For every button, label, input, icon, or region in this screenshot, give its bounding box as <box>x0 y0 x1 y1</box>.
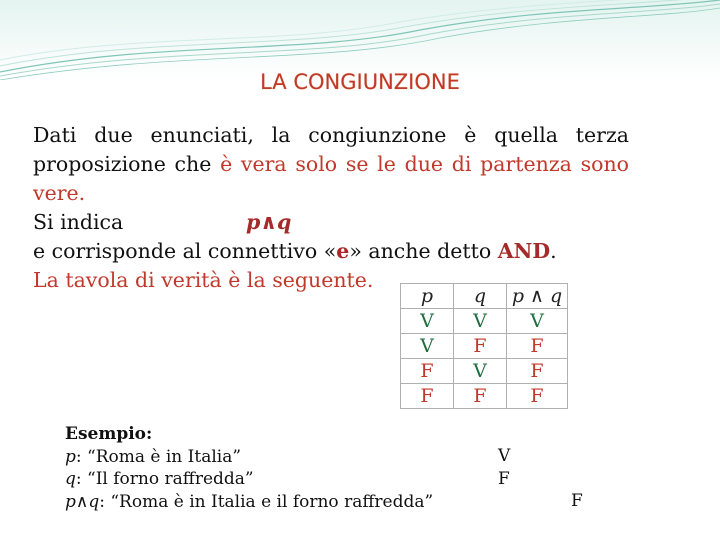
example-p-text: : “Roma è in Italia” <box>75 446 242 467</box>
notation-label: Si indica <box>33 210 124 234</box>
example-pq-label: p∧q <box>65 491 100 512</box>
example-q-line <box>65 468 433 491</box>
example-p-label: p <box>65 446 76 467</box>
definition-paragraph <box>33 121 629 295</box>
paragraph-line-3: vere. <box>33 181 86 205</box>
paragraph-line-5 <box>33 237 629 266</box>
paragraph-line-4 <box>33 208 629 237</box>
decorative-wave-header <box>0 0 720 80</box>
table-row <box>401 384 568 409</box>
table-row <box>401 309 568 334</box>
connective-and: AND <box>497 239 551 263</box>
header-q: q <box>454 284 507 309</box>
paragraph-text: proposizione che <box>33 152 221 176</box>
connective-text: e corrisponde al connettivo « <box>33 239 337 263</box>
example-q-value: F <box>498 469 510 489</box>
truth-table <box>400 283 568 409</box>
table-cell: F <box>401 384 454 409</box>
table-cell: F <box>401 359 454 384</box>
table-cell: F <box>507 384 568 409</box>
example-p-line <box>65 446 433 469</box>
example-block <box>65 423 433 513</box>
header-p-and-q: p ∧ q <box>507 284 568 309</box>
example-heading: Esempio: <box>65 424 153 444</box>
table-cell: F <box>507 359 568 384</box>
connective-text-2: » anche detto <box>349 239 498 263</box>
table-cell: V <box>454 359 507 384</box>
table-cell: F <box>454 334 507 359</box>
example-pq-text: : “Roma è in Italia e il forno raffredda” <box>99 491 434 512</box>
paragraph-line-6: La tavola di verità è la seguente. <box>33 268 374 292</box>
highlighted-definition: è vera solo se le due di partenza sono <box>220 152 629 176</box>
table-cell: V <box>401 309 454 334</box>
example-pq-value: F <box>571 491 583 511</box>
table-cell: V <box>507 309 568 334</box>
table-cell: F <box>454 384 507 409</box>
table-row <box>401 334 568 359</box>
example-q-text: : “Il forno raffredda” <box>75 469 254 489</box>
paragraph-line-2 <box>33 150 629 179</box>
truth-table-header-row <box>401 284 568 309</box>
paragraph-line-1: Dati due enunciati, la congiunzione è quella terza <box>33 123 629 147</box>
table-cell: V <box>454 309 507 334</box>
example-pq-line <box>65 491 433 514</box>
connective-e: e <box>336 239 350 263</box>
example-p-value: V <box>498 446 511 466</box>
header-p: p <box>401 284 454 309</box>
table-row <box>401 359 568 384</box>
example-q-label: q <box>65 469 76 489</box>
table-cell: V <box>401 334 454 359</box>
period: . <box>550 239 557 263</box>
table-cell: F <box>507 334 568 359</box>
slide-title: LA CONGIUNZIONE <box>260 70 460 94</box>
conjunction-formula: p∧q <box>246 210 292 234</box>
